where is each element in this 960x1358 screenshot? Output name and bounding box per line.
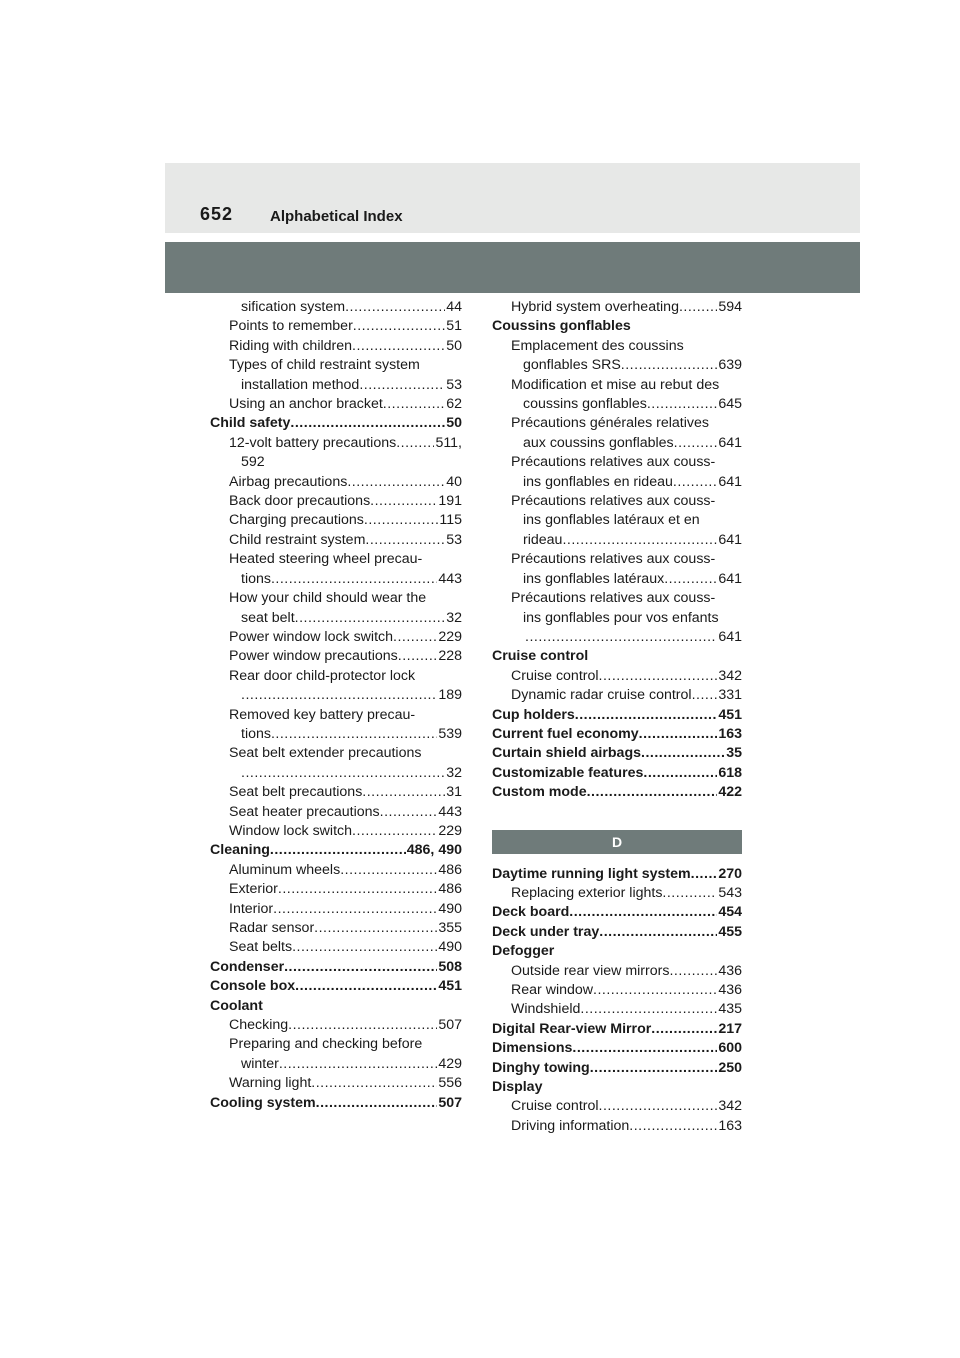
section-letter-d: D <box>492 830 742 854</box>
index-heading: Daytime running light system ..... 270 <box>492 865 742 884</box>
index-entry: Exterior ..... 486 <box>210 880 462 899</box>
index-entry: Replacing exterior lights ..... 543 <box>492 884 742 903</box>
index-entry-line: Précautions relatives aux couss- <box>511 454 716 471</box>
index-entry: Driving information ..... 163 <box>492 1117 742 1136</box>
page-title: Alphabetical Index <box>270 208 403 225</box>
index-entry: Charging precautions ..... 115 <box>210 511 462 530</box>
index-entry-line: ins gonflables latéraux et en <box>523 512 700 529</box>
index-heading: Cleaning ..... 486, 490 <box>210 841 462 860</box>
index-entry: Using an anchor bracket ..... 62 <box>210 395 462 414</box>
index-entry: tions ..... 443 <box>210 570 462 589</box>
index-entry: ..... 189 <box>210 686 462 705</box>
index-entry: coussins gonflables ..... 645 <box>492 395 742 414</box>
index-heading: Customizable features ..... 618 <box>492 764 742 783</box>
index-entry: Radar sensor ..... 355 <box>210 919 462 938</box>
index-entry: Aluminum wheels ..... 486 <box>210 861 462 880</box>
index-entry: Window lock switch ..... 229 <box>210 822 462 841</box>
index-entry-line: Modification et mise au rebut des <box>511 376 720 393</box>
index-entry: tions ..... 539 <box>210 725 462 744</box>
index-heading: Coussins gonflables <box>492 318 631 335</box>
index-entry-line: Précautions relatives aux couss- <box>511 493 716 510</box>
index-entry: ..... 641 <box>492 628 742 647</box>
index-entry-line: Seat belt extender precautions <box>229 745 422 762</box>
index-entry: Checking ..... 507 <box>210 1016 462 1035</box>
index-entry: Outside rear view mirrors ..... 436 <box>492 962 742 981</box>
index-entry: aux coussins gonflables ..... 641 <box>492 434 742 453</box>
index-entry: ins gonflables latéraux ..... 641 <box>492 570 742 589</box>
index-column-right <box>492 298 742 1136</box>
index-heading: Defogger <box>492 943 555 960</box>
index-entry: sification system ..... 44 <box>210 298 462 317</box>
index-entry: Child restraint system ..... 53 <box>210 531 462 550</box>
index-entry: Seat belt precautions ..... 31 <box>210 783 462 802</box>
index-entry: Power window lock switch ..... 229 <box>210 628 462 647</box>
index-entry: 12-volt battery precautions ..... 511, <box>210 434 462 453</box>
index-heading: Custom mode ..... 422 <box>492 783 742 802</box>
index-entry: Points to remember ..... 51 <box>210 317 462 336</box>
index-entry-line: Rear door child-protector lock <box>229 667 416 684</box>
index-heading: Child safety ..... 50 <box>210 414 462 433</box>
index-entry-line: Removed key battery precau- <box>229 706 416 723</box>
index-column-left <box>210 298 462 1113</box>
index-heading: Cup holders ..... 451 <box>492 706 742 725</box>
index-heading: Deck under tray ..... 455 <box>492 923 742 942</box>
header-bar <box>165 242 860 293</box>
index-entry-line: ins gonflables pour vos enfants <box>523 609 719 626</box>
index-entry: installation method ..... 53 <box>210 376 462 395</box>
index-heading: Cruise control <box>492 648 589 665</box>
index-heading: Dinghy towing ..... 250 <box>492 1059 742 1078</box>
index-heading: Curtain shield airbags ..... 35 <box>492 744 742 763</box>
index-entry-line: How your child should wear the <box>229 590 427 607</box>
index-entry-line: Précautions relatives aux couss- <box>511 590 716 607</box>
index-heading: Display <box>492 1079 543 1096</box>
index-heading: Condenser ..... 508 <box>210 958 462 977</box>
index-entry-line: Heated steering wheel precau- <box>229 551 423 568</box>
index-heading: Console box ..... 451 <box>210 977 462 996</box>
index-entry: Dynamic radar cruise control ..... 331 <box>492 686 742 705</box>
index-entry: ..... 32 <box>210 764 462 783</box>
index-entry: seat belt ..... 32 <box>210 609 462 628</box>
index-entry: Riding with children ..... 50 <box>210 337 462 356</box>
index-entry: Seat belts ..... 490 <box>210 938 462 957</box>
index-entry: Warning light ..... 556 <box>210 1074 462 1093</box>
index-entry: Power window precautions ..... 228 <box>210 647 462 666</box>
index-entry: Cruise control ..... 342 <box>492 1097 742 1116</box>
index-entry: Cruise control ..... 342 <box>492 667 742 686</box>
index-heading: Digital Rear-view Mirror ..... 217 <box>492 1020 742 1039</box>
index-entry: Windshield ..... 435 <box>492 1000 742 1019</box>
index-entry: winter ..... 429 <box>210 1055 462 1074</box>
index-heading: Dimensions ..... 600 <box>492 1039 742 1058</box>
index-heading: Cooling system ..... 507 <box>210 1094 462 1113</box>
index-entry: gonflables SRS ..... 639 <box>492 356 742 375</box>
index-entry-line: Précautions générales relatives <box>511 415 709 432</box>
index-entry-line: Précautions relatives aux couss- <box>511 551 716 568</box>
index-entry: Hybrid system overheating ..... 594 <box>492 298 742 317</box>
index-entry: Back door precautions ..... 191 <box>210 492 462 511</box>
index-entry: rideau ..... 641 <box>492 531 742 550</box>
index-entry-line: Emplacement des coussins <box>511 337 684 354</box>
index-entry: Airbag precautions ..... 40 <box>210 473 462 492</box>
index-heading: Coolant <box>210 997 263 1014</box>
index-entry: Interior ..... 490 <box>210 900 462 919</box>
index-heading: Current fuel economy ..... 163 <box>492 725 742 744</box>
index-entry-line: Types of child restraint system <box>229 357 420 374</box>
index-heading: Deck board ..... 454 <box>492 903 742 922</box>
page-number: 652 <box>200 204 234 224</box>
index-entry: ins gonflables en rideau ..... 641 <box>492 473 742 492</box>
index-entry: Rear window ..... 436 <box>492 981 742 1000</box>
index-entry-line: Preparing and checking before <box>229 1036 423 1053</box>
index-entry: Seat heater precautions ..... 443 <box>210 803 462 822</box>
index-entry-line: 592 <box>241 454 265 471</box>
